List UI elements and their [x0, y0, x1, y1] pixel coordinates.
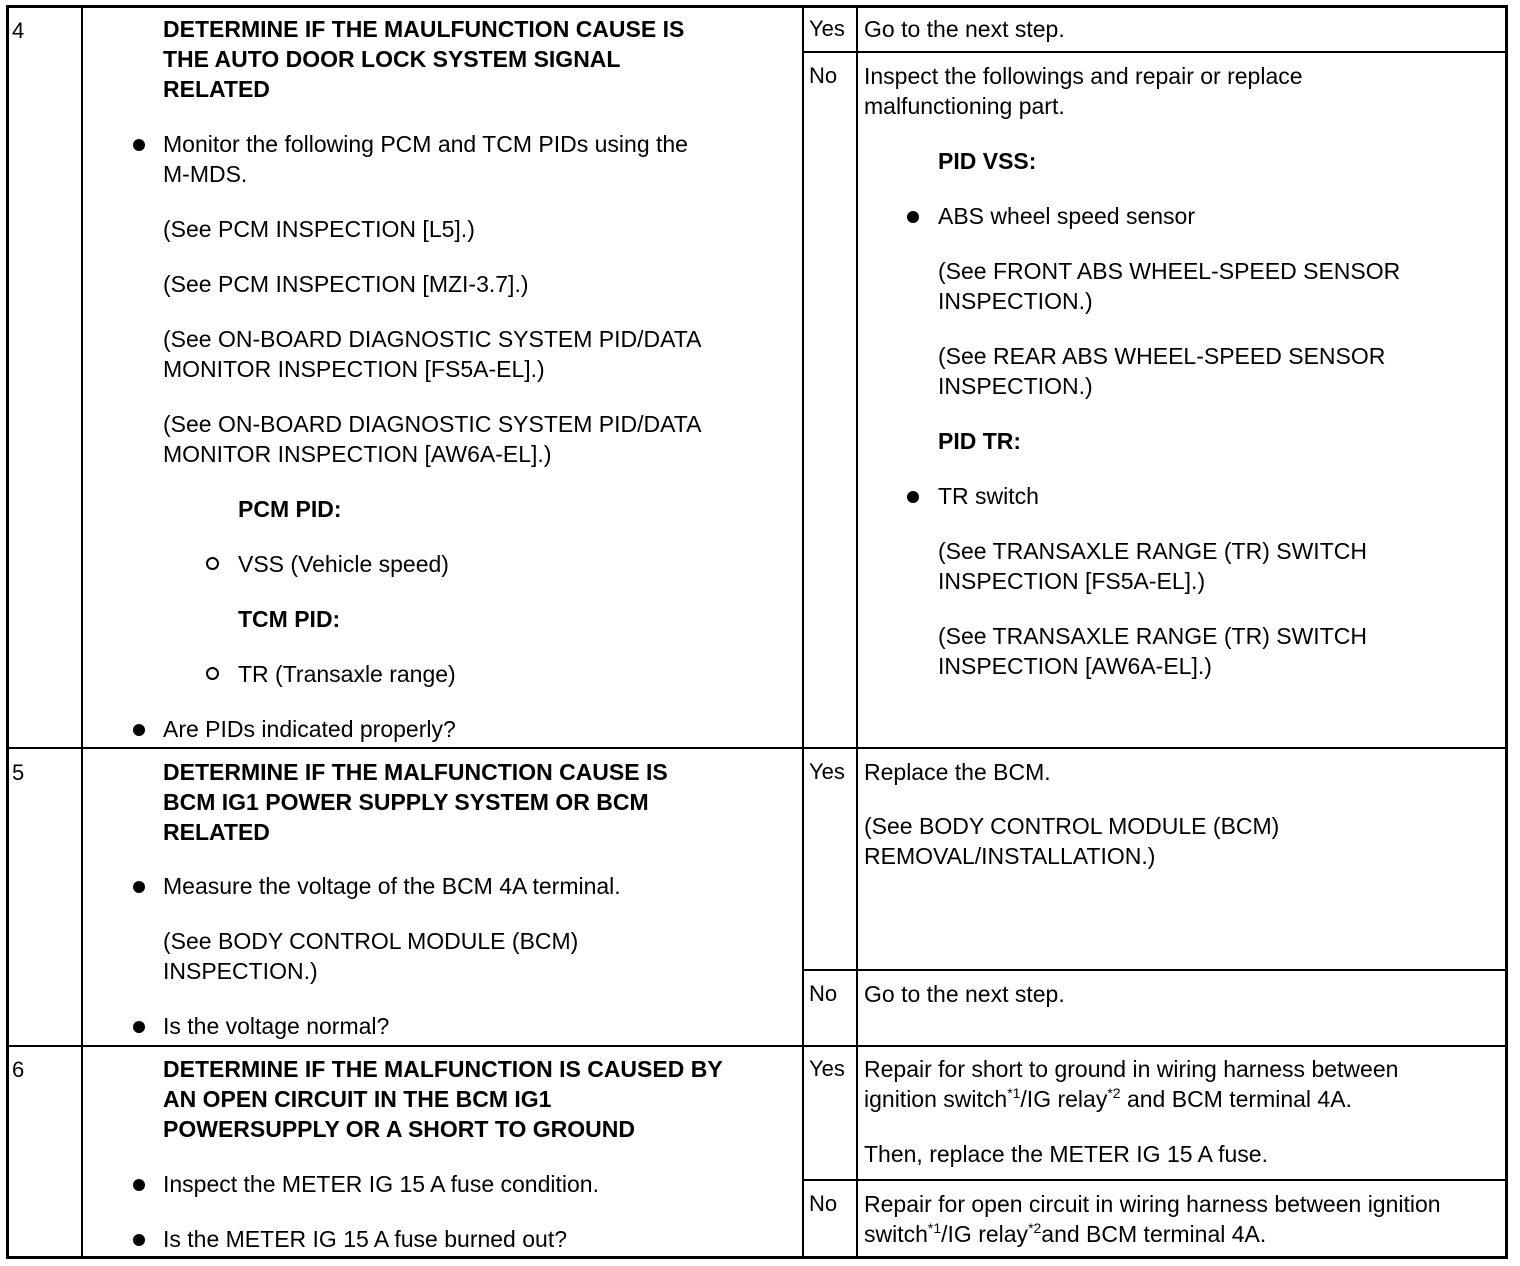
step-number: 5 [12, 760, 25, 785]
bullet-icon [133, 1234, 145, 1246]
yes-label: Yes [809, 16, 845, 41]
instruction-text: M-MDS. [163, 161, 248, 187]
no-action: malfunctioning part. [864, 93, 1065, 119]
reference-link[interactable]: MONITOR INSPECTION [AW6A-EL].) [163, 441, 552, 467]
reference-link[interactable]: (See ON-BOARD DIAGNOSTIC SYSTEM PID/DATA [163, 326, 702, 352]
step-title: THE AUTO DOOR LOCK SYSTEM SIGNAL [163, 46, 621, 72]
yes-label: Yes [809, 1056, 845, 1081]
no-action: Go to the next step. [864, 981, 1065, 1007]
table-border-bottom [6, 1256, 1508, 1259]
bullet-icon [907, 491, 919, 503]
step-number: 4 [12, 18, 25, 43]
footnote-mark: *1 [1007, 1085, 1021, 1101]
instruction-text: Measure the voltage of the BCM 4A terminal. [163, 873, 621, 899]
pid-label: PCM PID: [238, 496, 342, 522]
reference-link[interactable]: INSPECTION [AW6A-EL].) [938, 653, 1212, 679]
no-label: No [809, 63, 838, 88]
reference-link[interactable]: INSPECTION.) [938, 373, 1093, 399]
step-number: 6 [12, 1057, 25, 1082]
question-text: Are PIDs indicated properly? [163, 716, 456, 742]
pid-item: ABS wheel speed sensor [938, 203, 1195, 229]
reference-link[interactable]: (See BODY CONTROL MODULE (BCM) [163, 928, 579, 954]
yes-action-part: ignition switch [864, 1086, 1008, 1112]
bullet-icon [133, 881, 145, 893]
table-border-top [6, 5, 1508, 8]
col-divider-result [856, 5, 858, 1259]
reference-link[interactable]: (See PCM INSPECTION [MZI-3.7].) [163, 271, 529, 297]
reference-link[interactable]: (See FRONT ABS WHEEL-SPEED SENSOR [938, 258, 1401, 284]
table-border-left [6, 5, 9, 1259]
reference-link[interactable]: INSPECTION.) [163, 958, 318, 984]
yes-action: Go to the next step. [864, 16, 1065, 42]
pid-label: PID TR: [938, 428, 1022, 454]
question-text: Is the METER IG 15 A fuse burned out? [163, 1226, 568, 1252]
pid-item: TR (Transaxle range) [238, 661, 456, 687]
col-divider-step [81, 5, 83, 1259]
step-title: BCM IG1 POWER SUPPLY SYSTEM OR BCM [163, 789, 649, 815]
step-title: POWERSUPPLY OR A SHORT TO GROUND [163, 1116, 635, 1142]
yes-action-part: /IG relay [1020, 1086, 1108, 1112]
no-action-part: switch [864, 1221, 928, 1247]
circle-bullet-icon [206, 557, 219, 570]
yes-label: Yes [809, 759, 845, 784]
question-text: Is the voltage normal? [163, 1013, 390, 1039]
reference-link[interactable]: (See REAR ABS WHEEL-SPEED SENSOR [938, 343, 1386, 369]
pid-label: TCM PID: [238, 606, 341, 632]
pid-item: TR switch [938, 483, 1039, 509]
row-divider-5-6 [6, 1045, 1508, 1047]
yes-action-line2 [864, 1084, 1352, 1114]
footnote-mark: *2 [1107, 1085, 1121, 1101]
bullet-icon [133, 724, 145, 736]
row4-yes-no-divider [802, 51, 1508, 53]
reference-link[interactable]: (See BODY CONTROL MODULE (BCM) [864, 813, 1280, 839]
no-action-line2 [864, 1219, 1266, 1249]
reference-link[interactable]: (See TRANSAXLE RANGE (TR) SWITCH [938, 538, 1367, 564]
reference-link[interactable]: MONITOR INSPECTION [FS5A-EL].) [163, 356, 545, 382]
pid-item: VSS (Vehicle speed) [238, 551, 449, 577]
step-title: DETERMINE IF THE MALFUNCTION IS CAUSED BY [163, 1056, 723, 1082]
reference-link[interactable]: INSPECTION [FS5A-EL].) [938, 568, 1206, 594]
row5-yes-no-divider [802, 969, 1508, 971]
no-label: No [809, 981, 838, 1006]
yes-action: Repair for short to ground in wiring harness between [864, 1056, 1399, 1082]
pid-label: PID VSS: [938, 148, 1037, 174]
step-title: RELATED [163, 819, 270, 845]
circle-bullet-icon [206, 667, 219, 680]
reference-link[interactable]: (See ON-BOARD DIAGNOSTIC SYSTEM PID/DATA [163, 411, 702, 437]
yes-action: Then, replace the METER IG 15 A fuse. [864, 1141, 1268, 1167]
no-action-part: /IG relay [941, 1221, 1029, 1247]
reference-link[interactable]: REMOVAL/INSTALLATION.) [864, 843, 1156, 869]
col-divider-check [802, 5, 804, 1259]
table-border-right [1505, 5, 1508, 1259]
bullet-icon [907, 211, 919, 223]
row-divider-4-5 [6, 747, 1508, 749]
instruction-text: Inspect the METER IG 15 A fuse condition. [163, 1171, 599, 1197]
step-title: DETERMINE IF THE MALFUNCTION CAUSE IS [163, 759, 668, 785]
instruction-text: Monitor the following PCM and TCM PIDs using the [163, 131, 688, 157]
no-action: Repair for open circuit in wiring harness between ignition [864, 1191, 1441, 1217]
footnote-mark: *2 [1028, 1220, 1042, 1236]
reference-link[interactable]: (See PCM INSPECTION [L5].) [163, 216, 475, 242]
footnote-mark: *1 [927, 1220, 942, 1236]
yes-action-part: and BCM terminal 4A. [1120, 1086, 1352, 1112]
no-action-part: and BCM terminal 4A. [1041, 1221, 1267, 1247]
bullet-icon [133, 1021, 145, 1033]
bullet-icon [133, 139, 145, 151]
step-title: RELATED [163, 76, 270, 102]
yes-action: Replace the BCM. [864, 759, 1051, 785]
bullet-icon [133, 1179, 145, 1191]
no-action: Inspect the followings and repair or replace [864, 63, 1303, 89]
reference-link[interactable]: INSPECTION.) [938, 288, 1093, 314]
row6-yes-no-divider [802, 1179, 1508, 1181]
step-title: AN OPEN CIRCUIT IN THE BCM IG1 [163, 1086, 552, 1112]
no-label: No [809, 1191, 838, 1216]
reference-link[interactable]: (See TRANSAXLE RANGE (TR) SWITCH [938, 623, 1367, 649]
step-title: DETERMINE IF THE MAULFUNCTION CAUSE IS [163, 16, 685, 42]
